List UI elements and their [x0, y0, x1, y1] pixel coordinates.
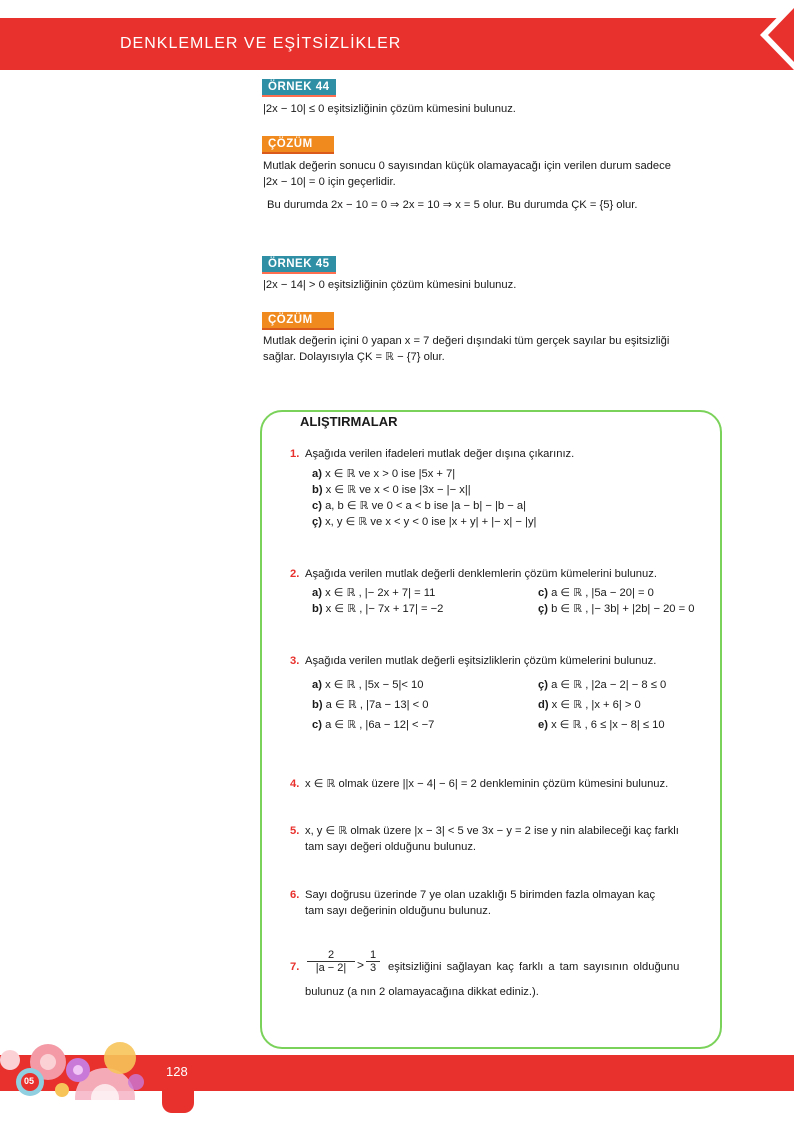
solution-44-line-2: |2x − 10| = 0 için geçerlidir.: [263, 176, 396, 188]
question-1-item: b) x ∈ ℝ ve x < 0 ise |3x − |− x||: [312, 484, 471, 496]
question-3-text: Aşağıda verilen mutlak değerli eşitsizliklerin çözüm kümelerini bulunuz.: [305, 655, 657, 667]
example-45-question: |2x − 14| > 0 eşitsizliğinin çözüm kümesini bulunuz.: [263, 279, 517, 291]
question-3-item: b) a ∈ ℝ , |7a − 13| < 0: [312, 699, 429, 711]
question-7-line-1: eşitsizliğini sağlayan kaç farklı a tam sayısının olduğunu: [388, 961, 680, 973]
question-7-number: 7.: [290, 961, 300, 973]
gears-decoration: [0, 1040, 150, 1100]
fraction-2-denominator: 3: [366, 961, 380, 974]
solution-44-line-1: Mutlak değerin sonucu 0 sayısından küçük olamayacağı için verilen durum sadece: [263, 160, 671, 172]
question-1-text: Aşağıda verilen ifadeleri mutlak değer dışına çıkarınız.: [305, 448, 575, 460]
question-3-item: e) x ∈ ℝ , 6 ≤ |x − 8| ≤ 10: [538, 719, 665, 731]
chapter-title: DENKLEMLER VE EŞİTSİZLİKLER: [120, 35, 402, 52]
question-2-item: c) a ∈ ℝ , |5a − 20| = 0: [538, 587, 654, 599]
question-3-item: ç) a ∈ ℝ , |2a − 2| − 8 ≤ 0: [538, 679, 667, 691]
solution-44-line-3: Bu durumda 2x − 10 = 0 ⇒ 2x = 10 ⇒ x = 5 olur. Bu durumda ÇK = {5} olur.: [267, 199, 638, 211]
question-4-number: 4.: [290, 778, 300, 790]
question-3-item: c) a ∈ ℝ , |6a − 12| < −7: [312, 719, 435, 731]
question-5-line-1: x, y ∈ ℝ olmak üzere |x − 3| < 5 ve 3x − y = 2 ise y nin alabileceği kaç farklı: [305, 825, 679, 837]
question-6-line-1: Sayı doğrusu üzerinde 7 ye olan uzaklığı 5 birimden fazla olmayan kaç: [305, 889, 656, 901]
fraction-1: [307, 949, 355, 974]
greater-than-sign: >: [357, 958, 365, 972]
question-7-line-2: bulunuz (a nın 2 olamayacağına dikkat ediniz.).: [305, 986, 539, 998]
example-44-question: |2x − 10| ≤ 0 eşitsizliğinin çözüm kümesini bulunuz.: [263, 103, 516, 115]
question-2-item: a) x ∈ ℝ , |− 2x + 7| = 11: [312, 587, 436, 599]
solution-45-label: ÇÖZÜM: [262, 312, 334, 330]
question-5-line-2: tam sayı değeri olduğunu bulunuz.: [305, 841, 477, 853]
example-44-label: ÖRNEK 44: [262, 79, 336, 97]
question-5-number: 5.: [290, 825, 300, 837]
unit-badge: 05: [24, 1076, 35, 1086]
fraction-2-numerator: 1: [369, 949, 377, 961]
question-3-item: d) x ∈ ℝ , |x + 6| > 0: [538, 699, 641, 711]
question-3-number: 3.: [290, 655, 300, 667]
question-1-item: ç) x, y ∈ ℝ ve x < y < 0 ise |x + y| + |− x| − |y|: [312, 516, 537, 528]
solution-44-label: ÇÖZÜM: [262, 136, 334, 154]
question-2-text: Aşağıda verilen mutlak değerli denklemlerin çözüm kümelerini bulunuz.: [305, 568, 657, 580]
question-1-number: 1.: [290, 448, 300, 460]
exercises-title: ALIŞTIRMALAR: [300, 414, 398, 429]
question-6-line-2: tam sayı değerinin olduğunu bulunuz.: [305, 905, 491, 917]
question-1-item: c) a, b ∈ ℝ ve 0 < a < b ise |a − b| − |b − a|: [312, 500, 527, 512]
question-2-number: 2.: [290, 568, 300, 580]
fraction-1-denominator: |a − 2|: [307, 961, 355, 974]
fraction-1-numerator: 2: [327, 949, 335, 961]
question-2-item: ç) b ∈ ℝ , |− 3b| + |2b| − 20 = 0: [538, 603, 695, 615]
fraction-2: [366, 949, 380, 974]
question-1-item: a) x ∈ ℝ ve x > 0 ise |5x + 7|: [312, 468, 456, 480]
question-4-text: x ∈ ℝ olmak üzere ||x − 4| − 6| = 2 denkleminin çözüm kümesini bulunuz.: [305, 778, 669, 790]
question-6-number: 6.: [290, 889, 300, 901]
solution-45-line-1: Mutlak değerin içini 0 yapan x = 7 değeri dışındaki tüm gerçek sayılar bu eşitsizliği: [263, 335, 670, 347]
page-number: 128: [166, 1064, 188, 1079]
example-45-label: ÖRNEK 45: [262, 256, 336, 274]
solution-45-line-2: sağlar. Dolayısıyla ÇK = ℝ − {7} olur.: [263, 351, 445, 363]
header-corner-decoration: [740, 0, 794, 70]
question-3-item: a) x ∈ ℝ , |5x − 5|< 10: [312, 679, 424, 691]
question-2-item: b) x ∈ ℝ , |− 7x + 17| = −2: [312, 603, 444, 615]
